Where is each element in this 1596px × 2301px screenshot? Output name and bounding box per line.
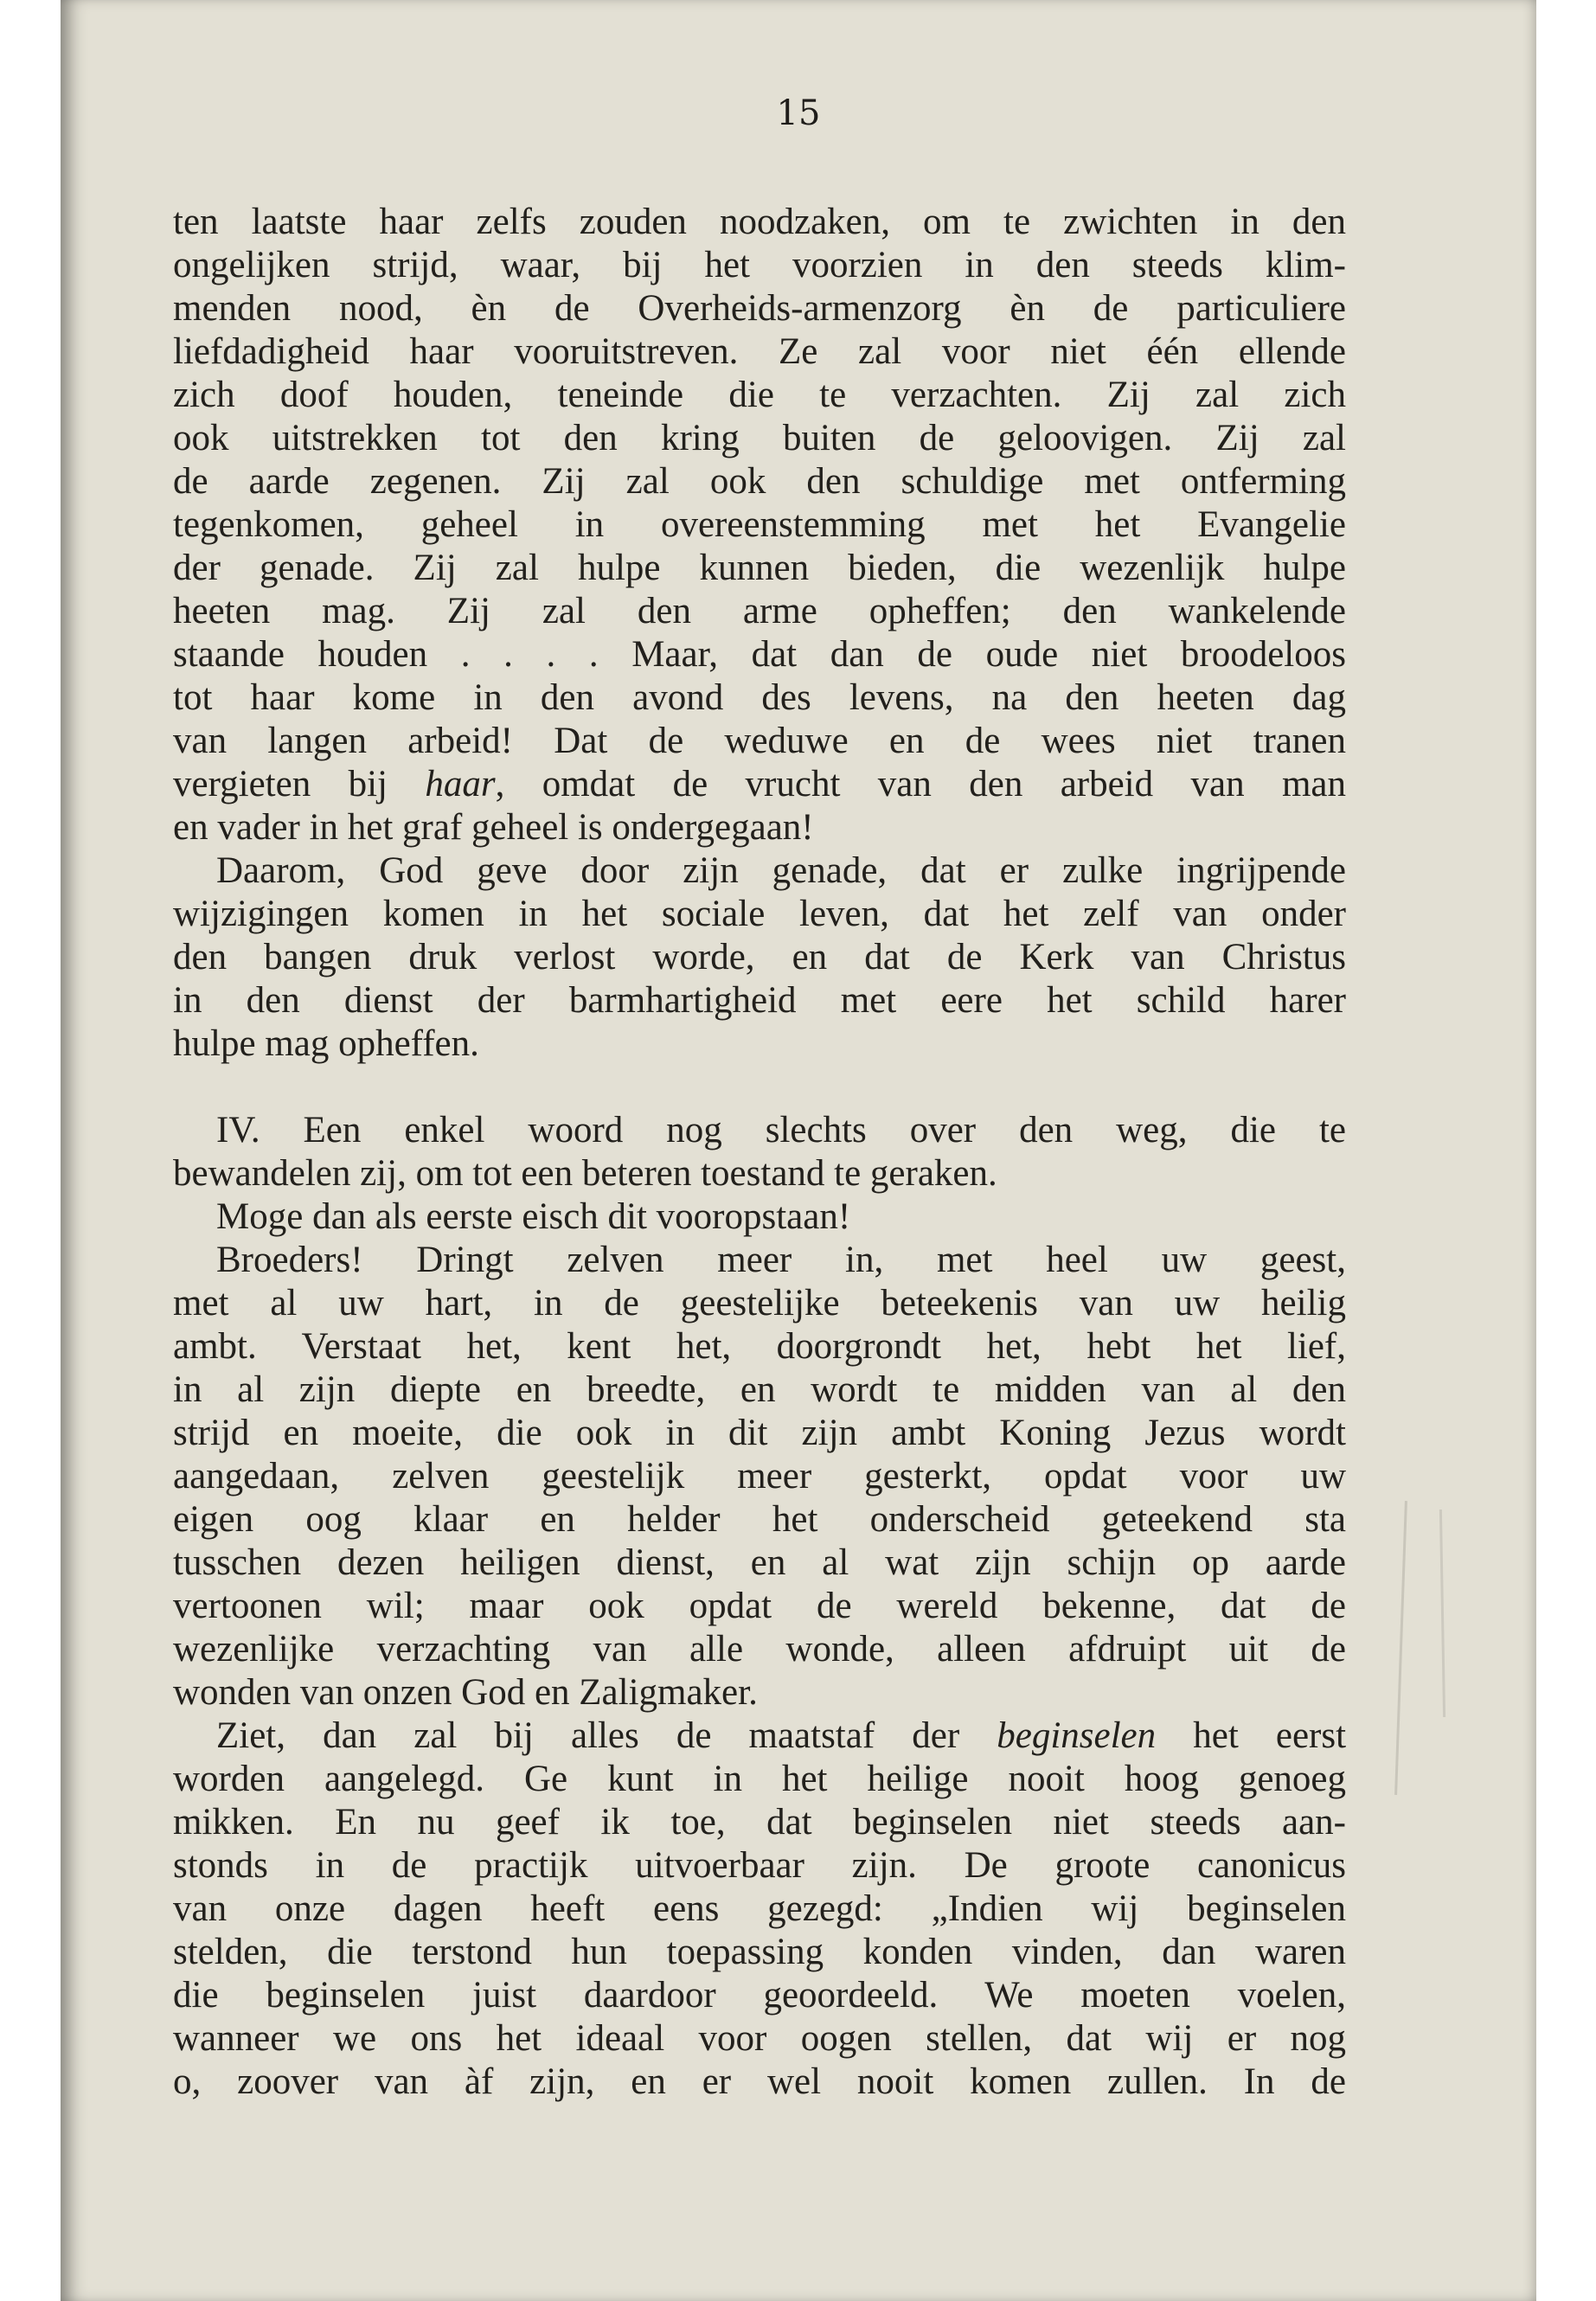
text-line: IV. Een enkel woord nog slechts over den weg, die te [216,1110,1346,1150]
text-line: heeten mag. Zij zal den arme opheffen; den wankelende [173,591,1346,631]
text-line: tusschen dezen heiligen dienst, en al wat zijn schijn op aarde [173,1542,1346,1583]
paragraph-3 [173,1109,1346,1195]
paragraph-2 [173,849,1346,1066]
scan-margin-left [0,0,61,2301]
text-line: die beginselen juist daardoor geoordeeld. We moeten voelen, [173,1975,1346,2016]
text-line-with-italic [173,763,1346,806]
body-text [173,201,1346,2104]
pencil-margin-mark [1439,1509,1445,1717]
text-line-with-italic [173,1715,1346,1758]
text-line: staande houden . . . . Maar, dat dan de oude niet broodeloos [173,634,1346,675]
text-line: stonds in de practijk uitvoerbaar zijn. De groote canonicus [173,1845,1346,1886]
text-line: wanneer we ons het ideaal voor oogen stellen, dat wij er nog [173,2018,1346,2059]
book-page [61,0,1536,2301]
text-line: wezenlijke verzachting van alle wonde, alleen afdruipt uit de [173,1629,1346,1670]
text-line: ongelijken strijd, waar, bij het voorzien in den steeds klim- [173,245,1346,285]
text-line: ten laatste haar zelfs zouden noodzaken, om te zwichten in den [173,202,1346,242]
scan-margin-right [1536,0,1596,2301]
text-line: Daarom, God geve door zijn genade, dat er zulke ingrijpende [216,850,1346,891]
text-line: menden nood, èn de Overheids-armenzorg èn de particuliere [173,288,1346,329]
text-line: zich doof houden, teneinde die te verzachten. Zij zal zich [173,375,1346,415]
text-line: in den dienst der barmhartigheid met eere het schild harer [173,980,1346,1021]
text-line: met al uw hart, in de geestelijke beteekenis van uw heilig [173,1283,1346,1324]
text-line: van onze dagen heeft eens gezegd: „Indien wij beginselen [173,1888,1346,1929]
text-fragment: vergieten bij [173,764,388,804]
text-line: Moge dan als eerste eisch dit vooropstaan! [216,1196,851,1237]
text-line: stelden, die terstond hun toepassing konden vinden, dan waren [173,1932,1346,1972]
text-line: der genade. Zij zal hulpe kunnen bieden, die wezenlijk hulpe [173,548,1346,588]
text-line: worden aangelegd. Ge kunt in het heilige nooit hoog genoeg [173,1759,1346,1799]
text-line: Broeders! Dringt zelven meer in, met heel uw geest, [216,1240,1346,1280]
text-line: ambt. Verstaat het, kent het, doorgrondt het, hebt het lief, [173,1326,1346,1367]
text-line: hulpe mag opheffen. [173,1023,479,1064]
text-line: o, zoover van àf zijn, en er wel nooit komen zullen. In de [173,2061,1346,2102]
text-line: wijzigingen komen in het sociale leven, dat het zelf van onder [173,894,1346,934]
pencil-margin-mark [1394,1501,1407,1795]
text-line: liefdadigheid haar vooruitstreven. Ze zal voor niet één ellende [173,331,1346,372]
text-line: aangedaan, zelven geestelijk meer gesterkt, opdat voor uw [173,1456,1346,1497]
text-line: en vader in het graf geheel is ondergegaan! [173,807,814,848]
text-line: strijd en moeite, die ook in dit zijn ambt Koning Jezus wordt [173,1413,1346,1453]
text-line: eigen oog klaar en helder het onderscheid geteekend sta [173,1499,1346,1540]
text-line: de aarde zegenen. Zij zal ook den schuldige met ontferming [173,461,1346,502]
text-line: tegenkomen, geheel in overeenstemming met het Evangelie [173,504,1346,545]
paragraph-4 [173,1195,1346,1239]
paragraph-6 [173,1715,1346,2104]
paragraph-5 [173,1239,1346,1715]
text-fragment: Ziet, dan zal bij alles de maatstaf der [216,1715,960,1756]
text-line: wonden van onzen God en Zaligmaker. [173,1672,758,1713]
text-line: mikken. En nu geef ik toe, dat beginselen niet steeds aan- [173,1802,1346,1843]
text-line: tot haar kome in den avond des levens, na den heeten dag [173,677,1346,718]
text-line: bewandelen zij, om tot een beteren toestand te geraken. [173,1153,997,1194]
text-line: vertoonen wil; maar ook opdat de wereld bekenne, dat de [173,1586,1346,1626]
paragraph-1 [173,201,1346,849]
text-fragment: , omdat de vrucht van den arbeid van man [495,764,1346,804]
text-line: in al zijn diepte en breedte, en wordt te midden van al den [173,1369,1346,1410]
italic-word: haar [425,764,496,804]
text-line: ook uitstrekken tot den kring buiten de geloovigen. Zij zal [173,418,1346,458]
page-number: 15 [776,93,821,133]
text-line: van langen arbeid! Dat de weduwe en de wees niet tranen [173,721,1346,761]
italic-word: beginselen [997,1715,1157,1756]
text-line: den bangen druk verlost worde, en dat de Kerk van Christus [173,937,1346,977]
text-fragment: het eerst [1193,1715,1347,1756]
